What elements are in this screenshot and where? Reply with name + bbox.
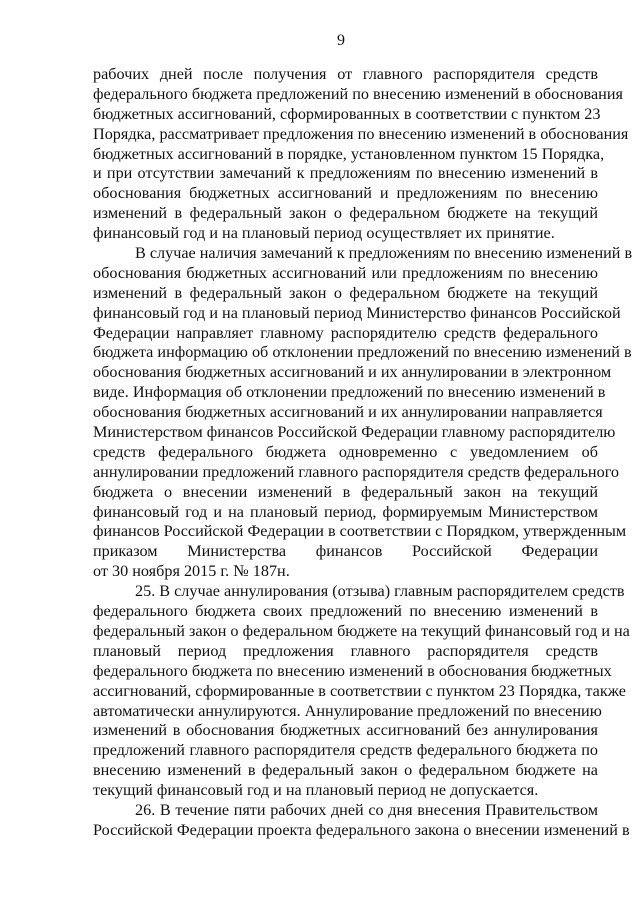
- text-line: от 30 ноября 2015 г. № 187н.: [93, 562, 290, 581]
- text-line: 26. В течение пяти рабочих дней со дня внесения Правительством: [135, 800, 598, 819]
- text-line: федерального бюджета предложений по внесению изменений в обоснования: [93, 84, 623, 103]
- paragraph: [93, 582, 630, 801]
- text-line: внесению изменений в федеральный закон о федеральном бюджете на: [93, 761, 598, 780]
- text-line: обоснования бюджетных ассигнований и предложениям по внесению: [93, 184, 598, 203]
- text-line: изменений в федеральный закон о федеральном бюджете на текущий: [93, 283, 598, 302]
- text-line: финансовый год и на плановый период, формируемым Министерством: [93, 502, 598, 521]
- text-line: бюджетных ассигнований, сформированных в соответствии с пунктом 23: [93, 104, 601, 123]
- text-line: автоматически аннулируются. Аннулирование предложений по внесению: [93, 701, 602, 720]
- text-line: бюджетных ассигнований в порядке, установленном пунктом 15 Порядка,: [93, 144, 605, 163]
- text-line: аннулировании предложений главного распорядителя средств федерального: [93, 462, 620, 481]
- document-body: [93, 65, 633, 841]
- text-line: федерального бюджета по внесению изменений в обоснования бюджетных: [93, 661, 612, 680]
- text-line: средств федерального бюджета одновременно с уведомлением об: [93, 442, 598, 461]
- text-line: предложений главного распорядителя средств федерального бюджета по: [93, 741, 598, 760]
- text-line: и при отсутствии замечаний к предложениям по внесению изменений в: [93, 164, 598, 183]
- text-line: ассигнований, сформированные в соответствии с пунктом 23 Порядка, также: [93, 681, 626, 700]
- text-line: виде. Информация об отклонении предложений по внесению изменений в: [93, 383, 606, 402]
- text-line: Порядка, рассматривает предложения по внесению изменений в обоснования: [93, 124, 629, 143]
- paragraph: [93, 244, 633, 582]
- text-line: бюджета о внесении изменений в федеральный закон на текущий: [93, 482, 598, 501]
- paragraph: [93, 800, 630, 841]
- text-line: изменений в обоснования бюджетных ассигнований без аннулирования: [93, 721, 598, 740]
- text-line: обоснования бюджетных ассигнований и их аннулировании в электронном: [93, 363, 612, 382]
- text-line: финансовый год и на плановый период осуществляет их принятие.: [93, 224, 555, 243]
- paragraph: [93, 65, 629, 244]
- text-line: федеральный закон о федеральном бюджете на текущий финансовый год и на: [93, 621, 630, 640]
- text-line: бюджета информацию об отклонении предложений по внесению изменений в: [93, 343, 632, 362]
- text-line: обоснования бюджетных ассигнований и их аннулировании направляется: [93, 403, 603, 422]
- text-line: финансов Российской Федерации в соответствии с Порядком, утвержденным: [93, 522, 627, 541]
- text-line: Российской Федерации проекта федерального закона о внесении изменений в: [93, 820, 630, 839]
- text-line: Министерством финансов Российской Федерации главному распорядителю: [93, 423, 616, 442]
- text-line: изменений в федеральный закон о федеральном бюджете на текущий: [93, 204, 598, 223]
- text-line: рабочих дней после получения от главного распорядителя средств: [93, 65, 598, 83]
- page-number: 9: [337, 32, 345, 49]
- text-line: текущий финансовый год и на плановый период не допускается.: [93, 781, 539, 800]
- text-line: Федерации направляет главному распорядителю средств федерального: [93, 323, 598, 342]
- text-line: финансовый год и на плановый период Министерство финансов Российской: [93, 303, 621, 322]
- text-line: приказом Министерства финансов Российской Федерации: [93, 542, 598, 561]
- text-line: обоснования бюджетных ассигнований или предложениям по внесению: [93, 263, 598, 282]
- text-line: 25. В случае аннулирования (отзыва) главным распорядителем средств: [135, 582, 625, 601]
- text-line: федерального бюджета своих предложений по внесению изменений в: [93, 602, 598, 621]
- text-line: В случае наличия замечаний к предложениям по внесению изменений в: [135, 244, 633, 263]
- text-line: плановый период предложения главного распорядителя средств: [93, 641, 598, 660]
